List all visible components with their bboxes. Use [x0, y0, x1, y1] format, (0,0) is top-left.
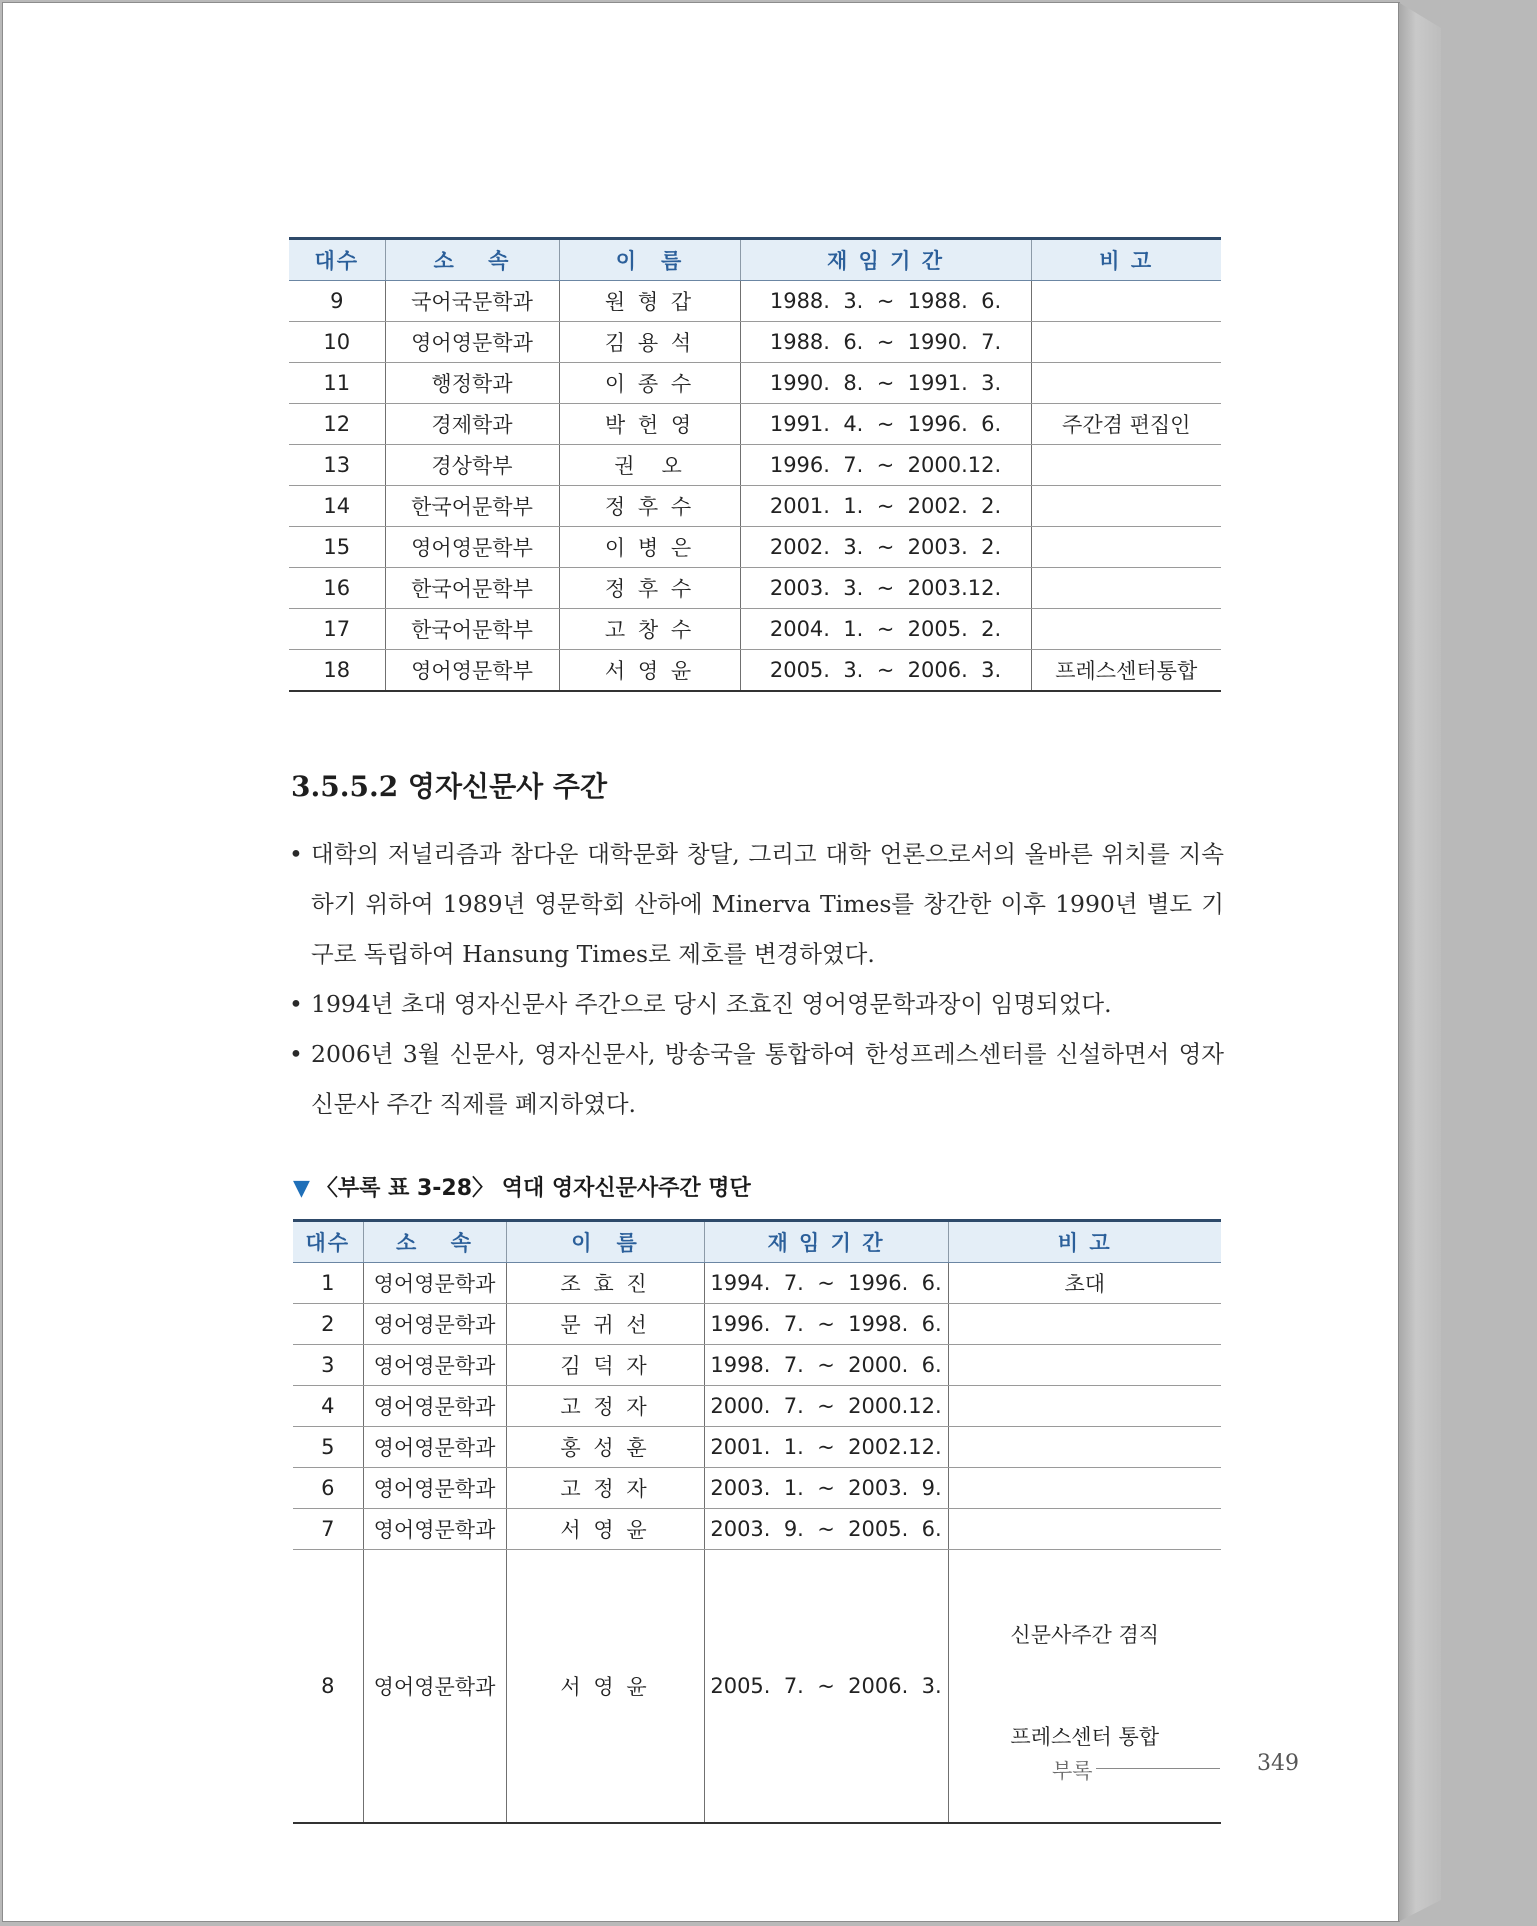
cell-note: 프레스센터통합 [1031, 650, 1221, 692]
table-english-newspaper-directors [293, 1219, 1221, 1824]
cell-dept: 한국어문학부 [385, 486, 559, 527]
page-stack-edge [1398, 2, 1441, 1922]
cell-no: 1 [293, 1263, 363, 1304]
cell-name: 홍 성 훈 [506, 1427, 704, 1468]
note-line: 프레스센터 통합 [1010, 1725, 1160, 1749]
cell-note [1031, 363, 1221, 404]
cell-no: 11 [289, 363, 385, 404]
cell-period: 2003. 1. ~ 2003. 9. [704, 1468, 948, 1509]
cell-dept: 영어영문학과 [363, 1345, 506, 1386]
table-caption [293, 1171, 751, 1202]
bullet-text: 1994년 초대 영자신문사 주간으로 당시 조효진 영어영문학과장이 임명되었다. [311, 990, 1112, 1018]
footer-section-label: 부록 [1052, 1759, 1093, 1783]
cell-no: 4 [293, 1386, 363, 1427]
bullet-text: 2006년 3월 신문사, 영자신문사, 방송국을 통합하여 한성프레스센터를 신설하면서 영자신문사 주간 직제를 폐지하였다. [311, 1040, 1224, 1118]
table-caption-text: 〈부록 표 3-28〉 역대 영자신문사주간 명단 [315, 1176, 751, 1201]
cell-note: 주간겸 편집인 [1031, 404, 1221, 445]
cell-name: 이 종 수 [559, 363, 740, 404]
cell-name: 조 효 진 [506, 1263, 704, 1304]
cell-dept: 행정학과 [385, 363, 559, 404]
cell-dept: 영어영문학과 [363, 1427, 506, 1468]
cell-no: 7 [293, 1509, 363, 1550]
cell-note [948, 1304, 1221, 1345]
cell-name: 서 영 윤 [506, 1550, 704, 1824]
triangle-down-icon: ▼ [293, 1176, 310, 1201]
cell-dept: 국어국문학과 [385, 281, 559, 322]
table-row [289, 445, 1221, 486]
table-row [293, 1386, 1221, 1427]
cell-dept: 경제학과 [385, 404, 559, 445]
cell-note: 초대 [948, 1263, 1221, 1304]
cell-name: 권 오 [559, 445, 740, 486]
cell-no: 13 [289, 445, 385, 486]
cell-note [948, 1468, 1221, 1509]
cell-note [1031, 609, 1221, 650]
cell-name: 박 헌 영 [559, 404, 740, 445]
cell-dept: 영어영문학과 [363, 1304, 506, 1345]
header-no: 대수 [293, 1221, 363, 1263]
cell-period: 1991. 4. ~ 1996. 6. [740, 404, 1031, 445]
table-row [293, 1509, 1221, 1550]
table-row [289, 568, 1221, 609]
table-row [289, 486, 1221, 527]
cell-period: 1996. 7. ~ 1998. 6. [704, 1304, 948, 1345]
cell-no: 5 [293, 1427, 363, 1468]
cell-name: 서 영 윤 [559, 650, 740, 692]
bullet-icon: • [289, 990, 303, 1018]
table-header-row [293, 1221, 1221, 1263]
table-row [293, 1345, 1221, 1386]
table-row [289, 404, 1221, 445]
cell-name: 이 병 은 [559, 527, 740, 568]
cell-period: 2003. 9. ~ 2005. 6. [704, 1509, 948, 1550]
cell-note [948, 1386, 1221, 1427]
cell-no: 6 [293, 1468, 363, 1509]
cell-period: 1994. 7. ~ 1996. 6. [704, 1263, 948, 1304]
cell-no: 8 [293, 1550, 363, 1824]
table-newspaper-directors-continued [289, 237, 1221, 692]
cell-no: 2 [293, 1304, 363, 1345]
cell-dept: 영어영문학부 [385, 650, 559, 692]
header-name: 이 름 [506, 1221, 704, 1263]
cell-note [1031, 486, 1221, 527]
header-note: 비 고 [948, 1221, 1221, 1263]
table-row [289, 527, 1221, 568]
cell-note [1031, 527, 1221, 568]
cell-name: 원 형 갑 [559, 281, 740, 322]
cell-dept: 영어영문학부 [385, 527, 559, 568]
cell-no: 18 [289, 650, 385, 692]
table-row [289, 650, 1221, 692]
cell-period: 2000. 7. ~ 2000.12. [704, 1386, 948, 1427]
cell-dept: 영어영문학과 [363, 1550, 506, 1824]
header-note: 비 고 [1031, 239, 1221, 281]
table-header-row [289, 239, 1221, 281]
cell-period: 2002. 3. ~ 2003. 2. [740, 527, 1031, 568]
table-row [289, 281, 1221, 322]
cell-period: 2005. 3. ~ 2006. 3. [740, 650, 1031, 692]
header-no: 대수 [289, 239, 385, 281]
header-period: 재 임 기 간 [704, 1221, 948, 1263]
cell-note [1031, 322, 1221, 363]
bullet-icon: • [289, 840, 303, 868]
cell-dept: 한국어문학부 [385, 568, 559, 609]
cell-no: 10 [289, 322, 385, 363]
cell-period: 1996. 7. ~ 2000.12. [740, 445, 1031, 486]
cell-no: 14 [289, 486, 385, 527]
cell-note [948, 1509, 1221, 1550]
cell-dept: 영어영문학과 [363, 1263, 506, 1304]
list-item [289, 1029, 1224, 1129]
list-item [289, 979, 1224, 1029]
table-row [293, 1468, 1221, 1509]
cell-note [948, 1427, 1221, 1468]
cell-name: 정 후 수 [559, 568, 740, 609]
page-number: 349 [1257, 1751, 1299, 1776]
cell-dept: 영어영문학과 [363, 1468, 506, 1509]
header-period: 재 임 기 간 [740, 239, 1031, 281]
cell-period: 1990. 8. ~ 1991. 3. [740, 363, 1031, 404]
cell-name: 정 후 수 [559, 486, 740, 527]
list-item [289, 829, 1224, 979]
table-row [289, 609, 1221, 650]
cell-no: 16 [289, 568, 385, 609]
table-row [293, 1304, 1221, 1345]
cell-period: 2001. 1. ~ 2002.12. [704, 1427, 948, 1468]
cell-period: 2001. 1. ~ 2002. 2. [740, 486, 1031, 527]
bullet-text: 대학의 저널리즘과 참다운 대학문화 창달, 그리고 대학 언론으로서의 올바른 위치를 지속하기 위하여 1989년 영문학회 산하에 Minerva Times를 창간한 이후 1990년 별도 기구로 독립하여 Hansung Times로 제호를 변경하였다. [311, 840, 1224, 968]
cell-no: 3 [293, 1345, 363, 1386]
cell-dept: 경상학부 [385, 445, 559, 486]
bullet-icon: • [289, 1040, 303, 1068]
cell-name: 서 영 윤 [506, 1509, 704, 1550]
cell-no: 12 [289, 404, 385, 445]
header-dept: 소 속 [385, 239, 559, 281]
cell-note [948, 1345, 1221, 1386]
cell-name: 고 정 자 [506, 1386, 704, 1427]
cell-period: 2004. 1. ~ 2005. 2. [740, 609, 1031, 650]
cell-period: 1998. 7. ~ 2000. 6. [704, 1345, 948, 1386]
table-row [289, 363, 1221, 404]
cell-note [1031, 281, 1221, 322]
cell-name: 김 용 석 [559, 322, 740, 363]
table-row [293, 1427, 1221, 1468]
cell-name: 고 정 자 [506, 1468, 704, 1509]
cell-note [1031, 568, 1221, 609]
header-name: 이 름 [559, 239, 740, 281]
section-heading: 3.5.5.2 영자신문사 주간 [291, 770, 608, 803]
footer-rule [1096, 1768, 1220, 1769]
document-page [2, 2, 1400, 1922]
cell-name: 고 창 수 [559, 609, 740, 650]
cell-dept: 한국어문학부 [385, 609, 559, 650]
note-line: 신문사주간 겸직 [1010, 1623, 1160, 1647]
cell-no: 17 [289, 609, 385, 650]
cell-no: 15 [289, 527, 385, 568]
cell-no: 9 [289, 281, 385, 322]
cell-period: 1988. 3. ~ 1988. 6. [740, 281, 1031, 322]
bullet-list [289, 829, 1224, 1129]
cell-dept: 영어영문학과 [385, 322, 559, 363]
header-dept: 소 속 [363, 1221, 506, 1263]
cell-dept: 영어영문학과 [363, 1509, 506, 1550]
cell-period: 1988. 6. ~ 1990. 7. [740, 322, 1031, 363]
cell-period: 2005. 7. ~ 2006. 3. [704, 1550, 948, 1824]
cell-name: 문 귀 선 [506, 1304, 704, 1345]
table-row [289, 322, 1221, 363]
cell-note [1031, 445, 1221, 486]
table-row [293, 1263, 1221, 1304]
cell-dept: 영어영문학과 [363, 1386, 506, 1427]
cell-name: 김 덕 자 [506, 1345, 704, 1386]
cell-period: 2003. 3. ~ 2003.12. [740, 568, 1031, 609]
